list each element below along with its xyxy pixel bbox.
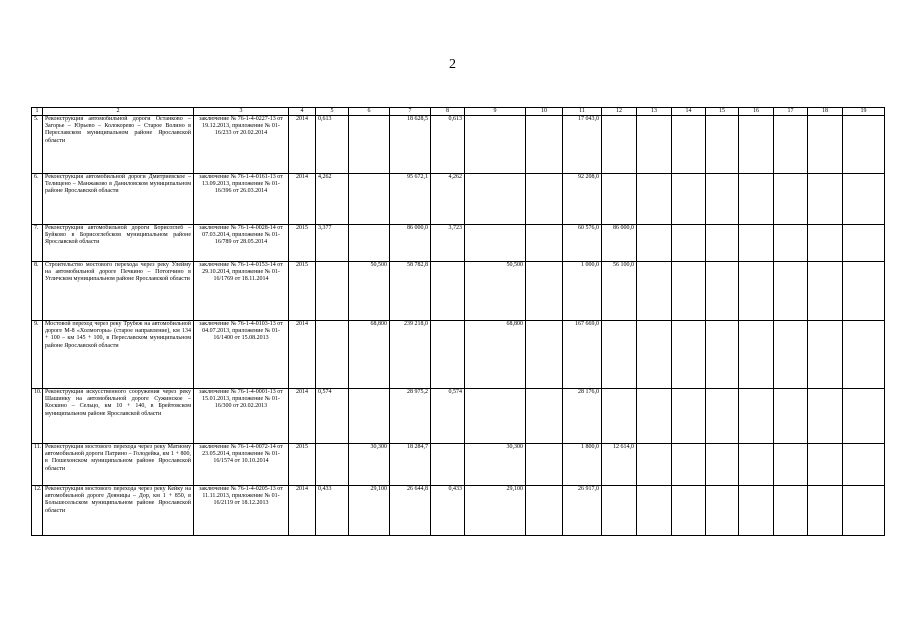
value-cell: 0,433 [431, 486, 465, 536]
value-cell [602, 486, 637, 536]
value-cell: 12 614,0 [602, 444, 637, 486]
value-cell: 68,800 [349, 321, 390, 389]
table-row [32, 225, 885, 262]
object-name: Реконструкция автомобильной дороги Дмитриевское – Телищено – Манжаково в Даниловском муниципальном районе Ярославской области [43, 174, 194, 225]
row-number: 6. [32, 174, 43, 225]
value-cell [637, 389, 672, 444]
value-cell [602, 174, 637, 225]
value-cell [706, 225, 739, 262]
value-cell [526, 262, 563, 321]
value-cell [739, 486, 774, 536]
row-number: 7. [32, 225, 43, 262]
value-cell: 2014 [289, 116, 316, 174]
table-row [32, 116, 885, 174]
header-cell: 19 [843, 108, 885, 116]
page-number: 2 [449, 57, 456, 72]
object-name: Реконструкция автомобильной дороги Останково – Загорье – Юрьево – Колокорево – Старое Волино в Переславском муниципальном районе Ярославской области [43, 116, 194, 174]
value-cell: 86 000,0 [602, 225, 637, 262]
table-row [32, 321, 885, 389]
value-cell: 95 672,1 [390, 174, 431, 225]
header-cell: 10 [526, 108, 563, 116]
value-cell: 50,500 [349, 262, 390, 321]
value-cell: 0,613 [316, 116, 349, 174]
value-cell [637, 321, 672, 389]
value-cell [602, 321, 637, 389]
value-cell [808, 486, 843, 536]
value-cell: 0,433 [316, 486, 349, 536]
header-cell: 16 [739, 108, 774, 116]
object-name: Реконструкция мостового перехода через реку Матиому автомобильной дороги Патрино – Голодейка, км 1 + 800, в Пошехонском муниципальном районе Ярославской области [43, 444, 194, 486]
value-cell [774, 116, 808, 174]
value-cell [843, 225, 885, 262]
value-cell: 2015 [289, 225, 316, 262]
value-cell [774, 262, 808, 321]
header-cell: 4 [289, 108, 316, 116]
value-cell [349, 389, 390, 444]
value-cell [637, 116, 672, 174]
value-cell: 3,723 [431, 225, 465, 262]
object-name: Мостовой переход через реку Трубеж на автомобильной дороге М-8 «Холмогоры» (старое направление), км 134 + 100 – км 145 + 100, в Переславском муниципальном районе Ярославской области [43, 321, 194, 389]
value-cell [465, 116, 526, 174]
row-number: 12. [32, 486, 43, 536]
value-cell: 26 644,8 [390, 486, 431, 536]
value-cell [843, 174, 885, 225]
value-cell [349, 225, 390, 262]
value-cell [672, 262, 706, 321]
value-cell [316, 262, 349, 321]
value-cell [465, 225, 526, 262]
value-cell: 29,100 [465, 486, 526, 536]
value-cell [672, 486, 706, 536]
value-cell [672, 225, 706, 262]
value-cell: 3,377 [316, 225, 349, 262]
header-cell: 18 [808, 108, 843, 116]
value-cell [739, 444, 774, 486]
value-cell [706, 174, 739, 225]
header-cell: 5 [316, 108, 349, 116]
value-cell: 86 000,0 [390, 225, 431, 262]
value-cell: 28 176,0 [563, 389, 602, 444]
value-cell: 167 669,0 [563, 321, 602, 389]
value-cell [672, 389, 706, 444]
value-cell: 28 975,2 [390, 389, 431, 444]
value-cell: 4,262 [316, 174, 349, 225]
value-cell [706, 262, 739, 321]
value-cell: 58 782,8 [390, 262, 431, 321]
value-cell: 1 000,0 [563, 262, 602, 321]
value-cell [316, 321, 349, 389]
value-cell [637, 174, 672, 225]
value-cell [431, 321, 465, 389]
value-cell [672, 116, 706, 174]
header-cell: 14 [672, 108, 706, 116]
value-cell [706, 486, 739, 536]
value-cell: 2015 [289, 262, 316, 321]
value-cell [808, 225, 843, 262]
document-reference: заключение № 76-1-4-0161-13 от 13.09.2013, приложение № 01-16/396 от 26.03.2014 [194, 174, 289, 225]
value-cell: 0,574 [316, 389, 349, 444]
value-cell [602, 389, 637, 444]
value-cell [739, 225, 774, 262]
header-cell: 7 [390, 108, 431, 116]
value-cell [739, 321, 774, 389]
value-cell [808, 116, 843, 174]
value-cell [774, 486, 808, 536]
value-cell: 2014 [289, 321, 316, 389]
value-cell [637, 225, 672, 262]
value-cell [739, 116, 774, 174]
value-cell [808, 174, 843, 225]
value-cell: 0,574 [431, 389, 465, 444]
value-cell: 0,613 [431, 116, 465, 174]
value-cell [774, 225, 808, 262]
header-cell: 3 [194, 108, 289, 116]
value-cell [465, 389, 526, 444]
value-cell [774, 174, 808, 225]
value-cell [808, 262, 843, 321]
value-cell [431, 262, 465, 321]
value-cell: 2014 [289, 486, 316, 536]
data-table [31, 107, 885, 536]
value-cell: 239 218,0 [390, 321, 431, 389]
header-cell: 9 [465, 108, 526, 116]
header-row [32, 108, 885, 116]
value-cell: 68,800 [465, 321, 526, 389]
value-cell [526, 321, 563, 389]
object-name: Реконструкция автомобильной дороги Борисоглеб – Буйково в Борисоглебском муниципальном районе Ярославской области [43, 225, 194, 262]
value-cell [739, 174, 774, 225]
value-cell [843, 486, 885, 536]
value-cell [808, 389, 843, 444]
value-cell [602, 116, 637, 174]
value-cell [843, 116, 885, 174]
document-reference: заключение № 76-1-4-0153-14 от 29.10.2014, приложение № 01-16/1769 от 18.11.2014 [194, 262, 289, 321]
object-name: Строительство мостового перехода через реку Улейму на автомобильной дороге Печкино – Потопчино в Угличском муниципальном районе Ярославской области [43, 262, 194, 321]
value-cell [706, 444, 739, 486]
document-reference: заключение № 76-1-4-0072-14 от 23.05.2014, приложение № 01-16/1574 от 10.10.2014 [194, 444, 289, 486]
value-cell: 92 208,0 [563, 174, 602, 225]
value-cell: 60 576,0 [563, 225, 602, 262]
header-cell: 6 [349, 108, 390, 116]
table-row [32, 444, 885, 486]
value-cell [843, 262, 885, 321]
value-cell [672, 174, 706, 225]
value-cell: 18 284,7 [390, 444, 431, 486]
header-cell: 15 [706, 108, 739, 116]
value-cell [672, 321, 706, 389]
value-cell: 29,100 [349, 486, 390, 536]
value-cell: 18 628,5 [390, 116, 431, 174]
value-cell [808, 444, 843, 486]
document-reference: заключение № 76-1-4-0028-14 от 07.03.2014, приложение № 01-16/789 от 28.05.2014 [194, 225, 289, 262]
value-cell: 26 917,0 [563, 486, 602, 536]
value-cell [672, 444, 706, 486]
document-reference: заключение № 76-1-4-0227-13 от 19.12.2013, приложение № 01-16/233 от 20.02.2014 [194, 116, 289, 174]
document-reference: заключение № 76-1-4-0103-13 от 04.07.2013, приложение № 01-16/1400 от 15.08.2013 [194, 321, 289, 389]
value-cell [465, 174, 526, 225]
object-name: Реконструкция искусственного сооружения через реку Шашинку на автомобильной дороге Сужинское – Коскино – Сельцо, км 10 + 140, в Брейтовском муниципальном районе Ярославской области [43, 389, 194, 444]
value-cell [526, 389, 563, 444]
value-cell [526, 444, 563, 486]
value-cell [526, 116, 563, 174]
value-cell [739, 389, 774, 444]
header-cell: 1 [32, 108, 43, 116]
value-cell: 56 100,0 [602, 262, 637, 321]
table-row [32, 174, 885, 225]
header-cell: 12 [602, 108, 637, 116]
header-cell: 2 [43, 108, 194, 116]
document-reference: заключение № 76-1-4-0001-13 от 15.01.2013, приложение № 01-16/300 от 20.02.2013 [194, 389, 289, 444]
value-cell: 50,500 [465, 262, 526, 321]
value-cell: 4,262 [431, 174, 465, 225]
value-cell [808, 321, 843, 389]
value-cell [739, 262, 774, 321]
value-cell [349, 116, 390, 174]
table-row [32, 486, 885, 536]
value-cell [431, 444, 465, 486]
value-cell: 1 800,0 [563, 444, 602, 486]
table-row [32, 262, 885, 321]
value-cell [774, 444, 808, 486]
value-cell: 30,300 [465, 444, 526, 486]
value-cell [637, 444, 672, 486]
row-number: 5. [32, 116, 43, 174]
value-cell: 30,300 [349, 444, 390, 486]
header-cell: 13 [637, 108, 672, 116]
value-cell [526, 225, 563, 262]
value-cell [706, 321, 739, 389]
row-number: 10. [32, 389, 43, 444]
row-number: 11. [32, 444, 43, 486]
value-cell [774, 321, 808, 389]
row-number: 9. [32, 321, 43, 389]
header-cell: 11 [563, 108, 602, 116]
value-cell [843, 321, 885, 389]
row-number: 8. [32, 262, 43, 321]
value-cell [774, 389, 808, 444]
value-cell [843, 444, 885, 486]
value-cell: 2015 [289, 444, 316, 486]
value-cell [706, 116, 739, 174]
document-reference: заключение № 76-1-4-0205-13 от 11.11.2013, приложение № 01-16/2119 от 18.12.2013 [194, 486, 289, 536]
value-cell [349, 174, 390, 225]
value-cell [706, 389, 739, 444]
header-cell: 8 [431, 108, 465, 116]
value-cell: 17 043,0 [563, 116, 602, 174]
object-name: Реконструкция мостового перехода через реку Кейку на автомобильной дороге Деяницы – Дор, км 1 + 850, в Большесельском муниципальном районе Ярославской области [43, 486, 194, 536]
value-cell [526, 174, 563, 225]
value-cell [526, 486, 563, 536]
value-cell [843, 389, 885, 444]
value-cell [316, 444, 349, 486]
value-cell: 2014 [289, 174, 316, 225]
value-cell: 2014 [289, 389, 316, 444]
value-cell [637, 262, 672, 321]
header-cell: 17 [774, 108, 808, 116]
value-cell [637, 486, 672, 536]
table-row [32, 389, 885, 444]
